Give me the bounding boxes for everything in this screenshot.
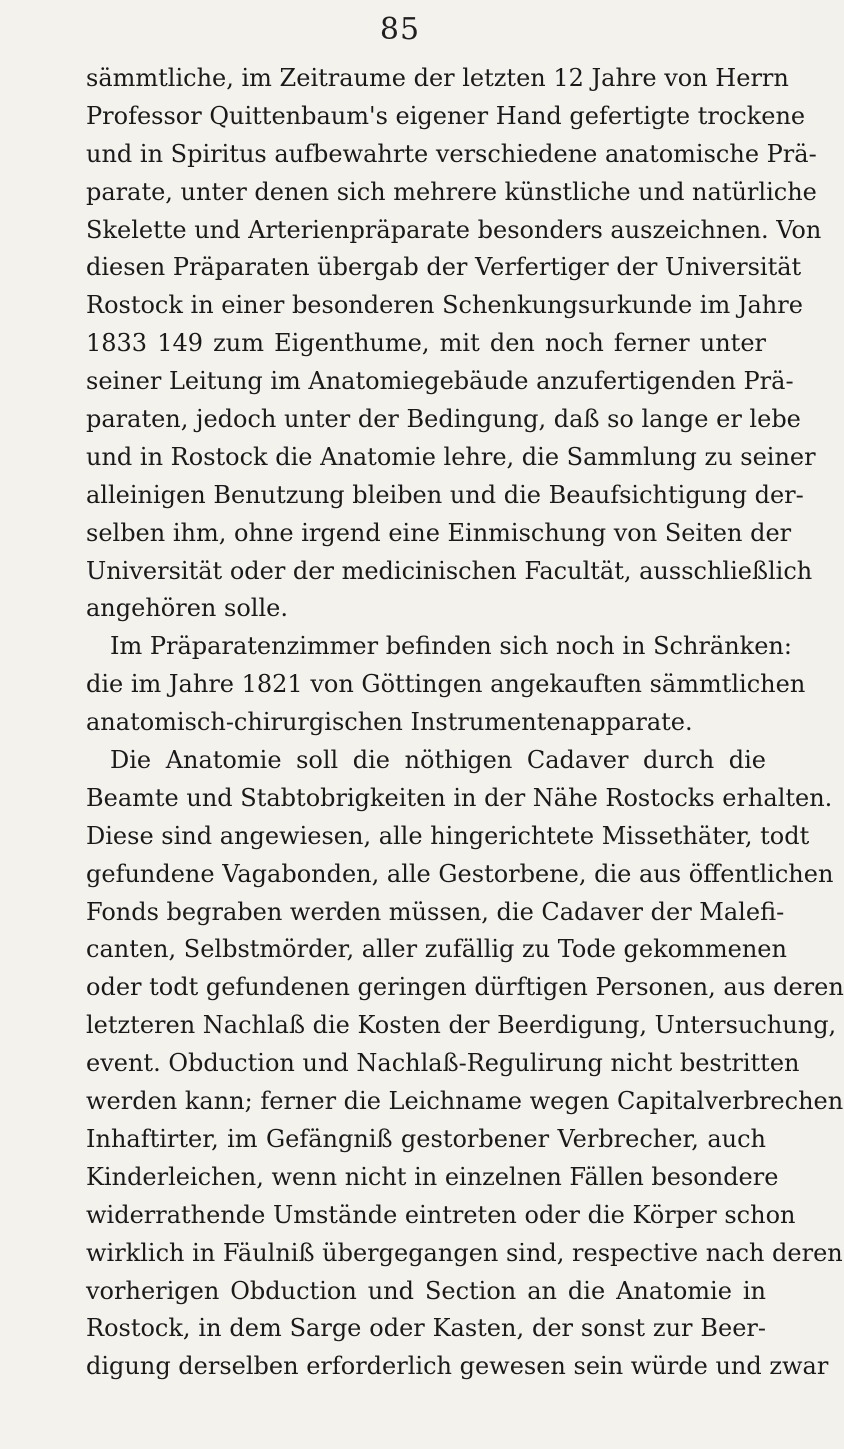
text-line: Die Anatomie soll die nöthigen Cadaver durch die (110, 746, 766, 775)
text-line: vorherigen Obduction und Section an die Anatomie in (86, 1276, 766, 1305)
text-line: die im Jahre 1821 von Göttingen angekauften sämmtlichen (86, 670, 806, 699)
text-line: wirklich in Fäulniß übergegangen sind, respective nach deren (86, 1238, 843, 1267)
text-line: und in Rostock die Anatomie lehre, die Sammlung zu seiner (86, 442, 816, 471)
text-line: diesen Präparaten übergab der Verfertiger der Universität (86, 253, 802, 282)
text-line: paraten, jedoch unter der Bedingung, daß so lange er lebe (86, 405, 801, 434)
text-line: parate, unter denen sich mehrere künstliche und natürliche (86, 177, 817, 206)
text-line: Rostock in einer besonderen Schenkungsurkunde im Jahre (86, 291, 803, 320)
text-line: und in Spiritus aufbewahrte verschiedene anatomische Prä- (86, 139, 817, 168)
text-line: Inhaftirter, im Gefängniß gestorbener Verbrecher, auch (86, 1124, 766, 1153)
text-line: Diese sind angewiesen, alle hingerichtete Missethäter, todt (86, 821, 810, 850)
text-line: oder todt gefundenen geringen dürftigen Personen, aus deren (86, 973, 844, 1002)
text-line: canten, Selbstmörder, aller zufällig zu Tode gekommenen (86, 935, 787, 964)
text-line: anatomisch-chirurgischen Instrumentenapparate. (86, 708, 693, 737)
text-line: event. Obduction und Nachlaß-Regulirung nicht bestritten (86, 1049, 800, 1078)
text-line: Kinderleichen, wenn nicht in einzelnen Fällen besondere (86, 1162, 779, 1191)
text-line: letzteren Nachlaß die Kosten der Beerdigung, Untersuchung, (86, 1011, 837, 1040)
text-line: angehören solle. (86, 594, 288, 623)
text-line: Rostock, in dem Sarge oder Kasten, der sonst zur Beer- (86, 1314, 766, 1343)
text-line: sämmtliche, im Zeitraume der letzten 12 Jahre von Herrn (86, 64, 789, 92)
text-line: widerrathende Umstände eintreten oder die Körper schon (86, 1200, 796, 1229)
text-line: werden kann; ferner die Leichname wegen Capitalverbrechen (86, 1087, 844, 1116)
text-line: Skelette und Arterienpräparate besonders auszeichnen. Von (86, 215, 822, 244)
text-line: Beamte und Stabtobrigkeiten in der Nähe Rostocks erhalten. (86, 783, 833, 812)
text-line: Professor Quittenbaum's eigener Hand gefertigte trockene (86, 101, 806, 130)
page-number: 85 (379, 12, 421, 47)
text-line: gefundene Vagabonden, alle Gestorbene, die aus öffentlichen (86, 859, 834, 888)
text-line: 1833 149 zum Eigenthume, mit den noch ferner unter (86, 329, 766, 358)
text-line: Im Präparatenzimmer befinden sich noch in Schränken: (110, 632, 792, 661)
text-line: digung derselben erforderlich gewesen sein würde und zwar (86, 1352, 829, 1381)
body-text (86, 60, 844, 1386)
text-line: alleinigen Benutzung bleiben und die Beaufsichtigung der- (86, 480, 804, 509)
text-line: Universität oder der medicinischen Facultät, ausschließlich (86, 556, 813, 585)
text-line: Fonds begraben werden müssen, die Cadaver der Malefi- (86, 897, 785, 926)
text-line: seiner Leitung im Anatomiegebäude anzufertigenden Prä- (86, 367, 794, 396)
text-line: selben ihm, ohne irgend eine Einmischung von Seiten der (86, 518, 792, 547)
